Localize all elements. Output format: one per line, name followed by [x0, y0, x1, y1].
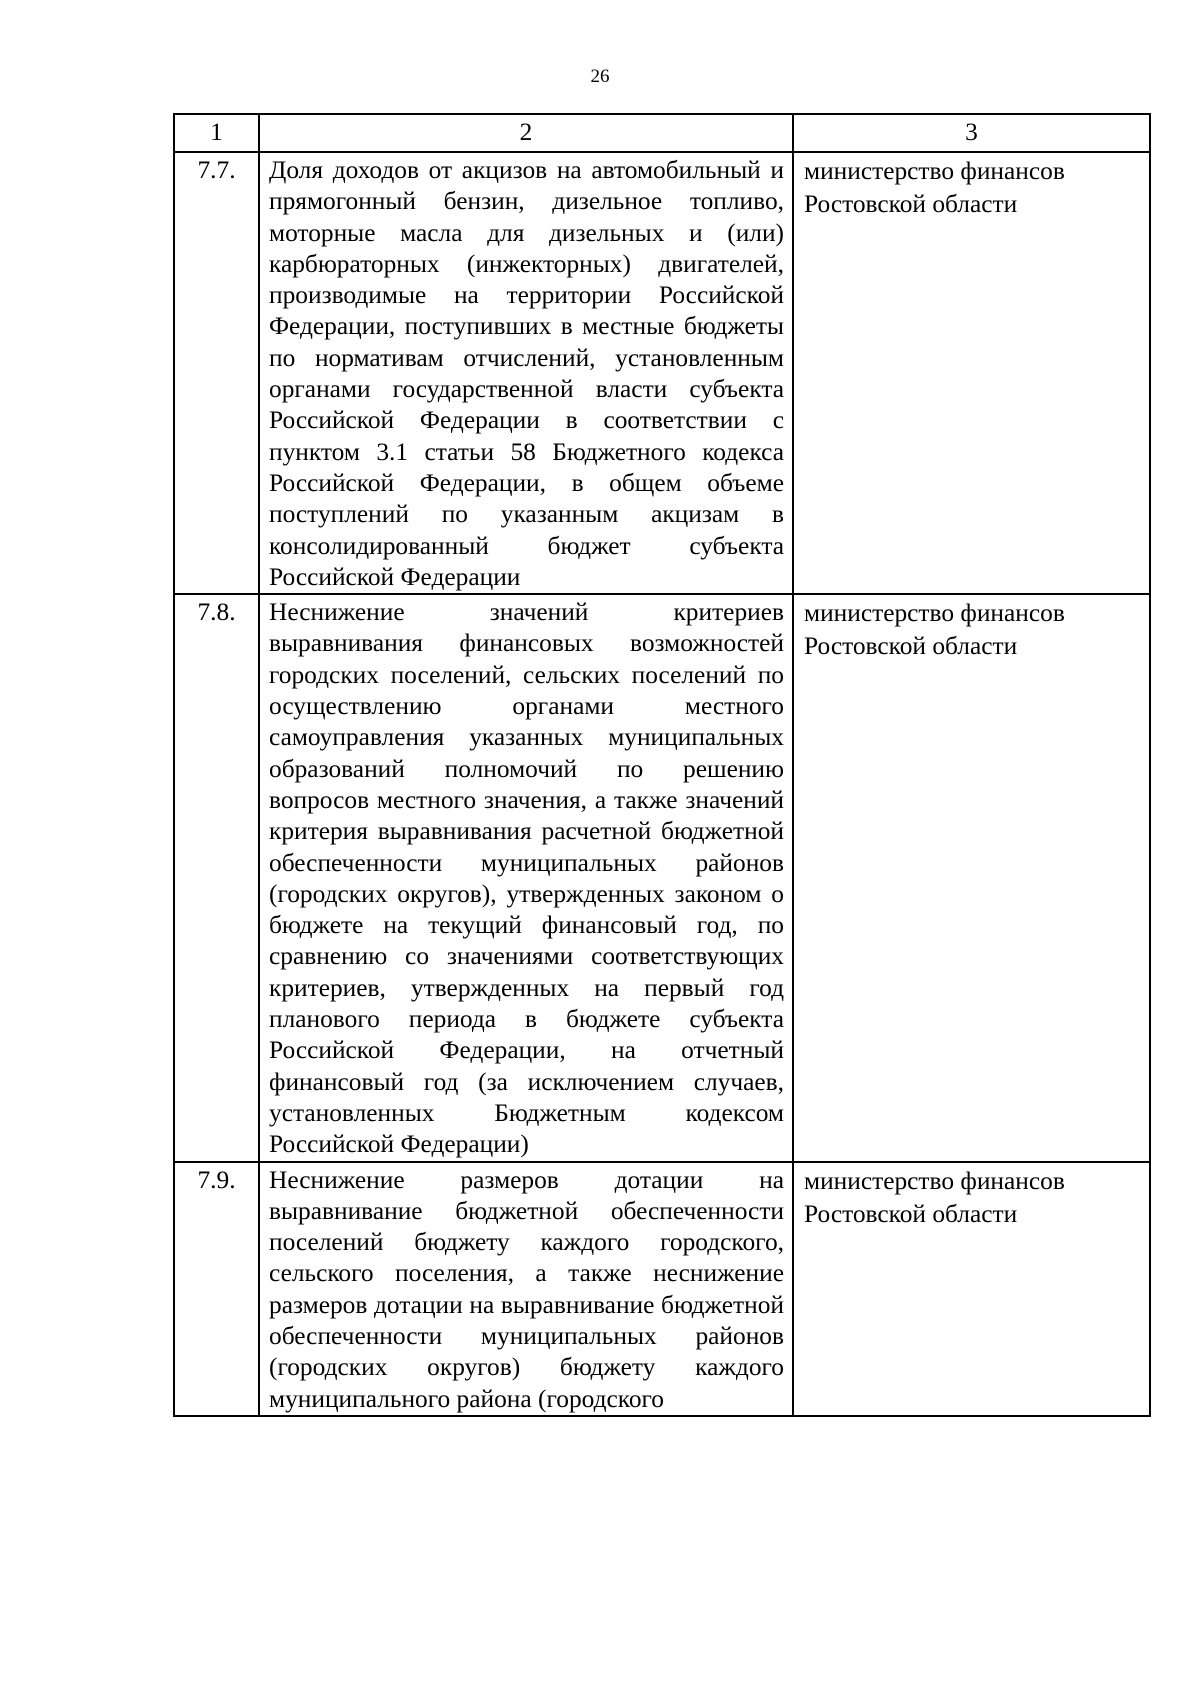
item-description: Неснижение значений критериев выравнивания финансовых возможностей городских поселений, сельских поселений по осуществлению органами местного самоуправления указанных муниципальных образований полномочий по решению вопросов местного значения, а также значений критерия выравнивания расчетной бюджетной обеспеченности муниципальных районов (городских округов), утвержденных законом о бюджете на текущий финансовый год, по сравнению со значениями соответствующих критериев, утвержденных на первый год планового периода в бюджете субъекта Российской Федерации, на отчетный финансовый год (за исключением случаев, установленных Бюджетным кодексом Российской Федерации)	[259, 594, 793, 1161]
table-row	[174, 152, 1150, 594]
responsible-body: министерство финансов Ростовской области	[793, 594, 1150, 1161]
item-number: 7.8.	[174, 594, 259, 1161]
page-number: 26	[590, 66, 610, 87]
column-header-3: 3	[793, 114, 1150, 152]
table-header-row	[174, 114, 1150, 152]
item-number: 7.7.	[174, 152, 259, 594]
responsible-body: министерство финансов Ростовской области	[793, 1162, 1150, 1416]
table-row	[174, 1162, 1150, 1416]
document-table	[173, 113, 1151, 1417]
item-number: 7.9.	[174, 1162, 259, 1416]
column-header-2: 2	[259, 114, 793, 152]
table-row	[174, 594, 1150, 1161]
column-header-1: 1	[174, 114, 259, 152]
item-description: Доля доходов от акцизов на автомобильный и прямогонный бензин, дизельное топливо, моторные масла для дизельных и (или) карбюраторных (инжекторных) двигателей, производимые на территории Российской Федерации, поступивших в местные бюджеты по нормативам отчислений, установленным органами государственной власти субъекта Российской Федерации в соответствии с пунктом 3.1 статьи 58 Бюджетного кодекса Российской Федерации, в общем объеме поступлений по указанным акцизам в консолидированный бюджет субъекта Российской Федерации	[259, 152, 793, 594]
responsible-body: министерство финансов Ростовской области	[793, 152, 1150, 594]
item-description: Неснижение размеров дотации на выравнивание бюджетной обеспеченности поселений бюджету каждого городского, сельского поселения, а также неснижение размеров дотации на выравнивание бюджетной обеспеченности муниципальных районов (городских округов) бюджету каждого муниципального района (городского	[259, 1162, 793, 1416]
